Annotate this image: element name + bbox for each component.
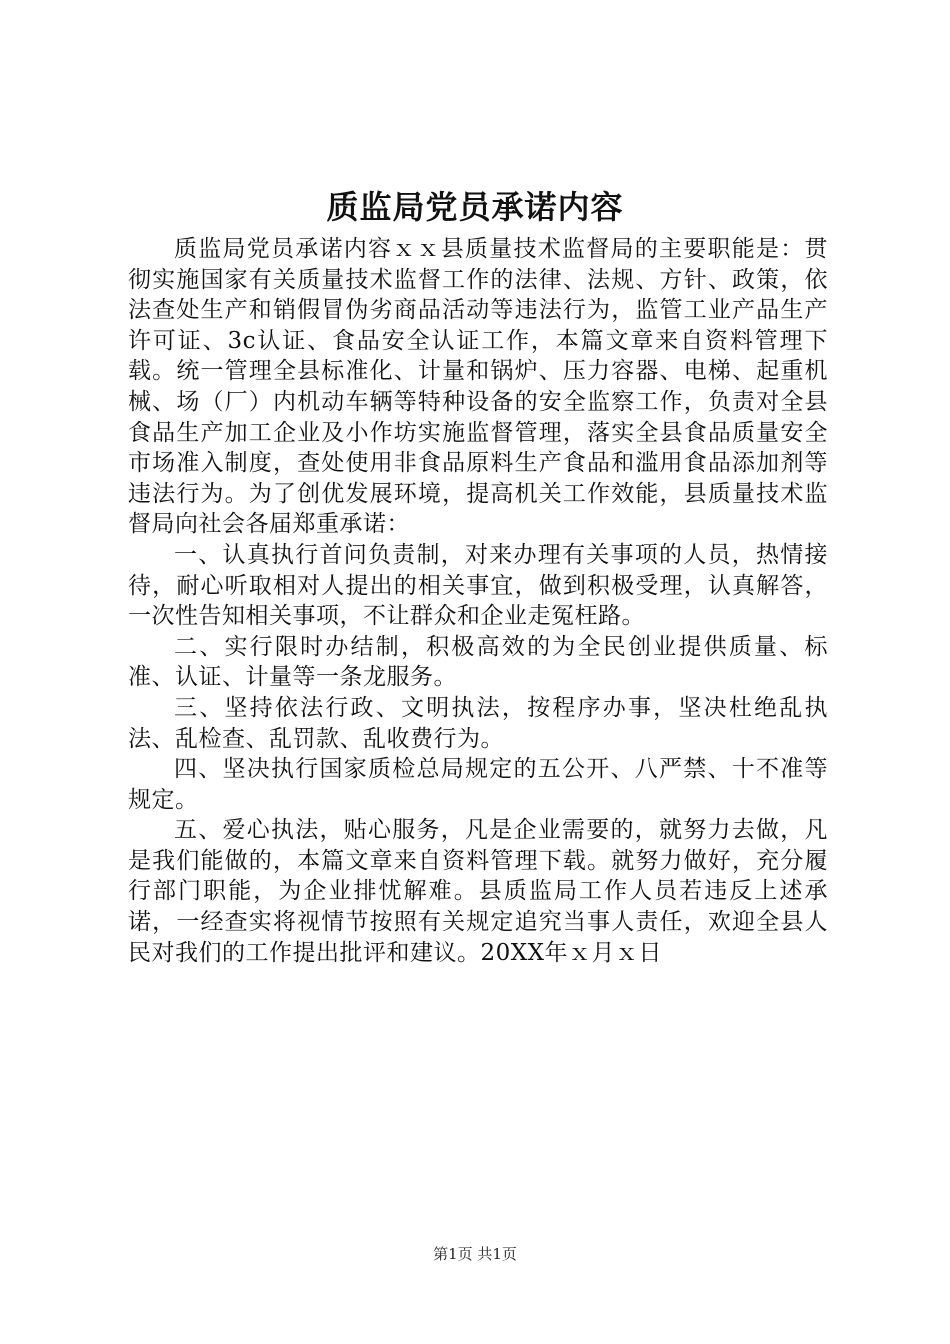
paragraph-item-5: 五、爱心执法，贴心服务，凡是企业需要的，就努力去做，凡是我们能做的，本篇文章来自资料管理下载。就努力做好，充分履行部门职能，为企业排忧解难。县质监局工作人员若违反上述承诺，一经查实将视情节按照有关规定追究当事人责任，欢迎全县人民对我们的工作提出批评和建议。20XX年ｘ月ｘ日 — [128, 817, 828, 966]
paragraph-item-2: 二、实行限时办结制，积极高效的为全民创业提供质量、标准、认证、计量等一条龙服务。 — [128, 633, 828, 691]
paragraph-intro: 质监局党员承诺内容ｘｘ县质量技术监督局的主要职能是：贯彻实施国家有关质量技术监督工作的法律、法规、方针、政策，依法查处生产和销假冒伪劣商品活动等违法行为，监管工业产品生产许可证、3c认证、食品安全认证工作，本篇文章来自资料管理下载。统一管理全县标准化、计量和锅炉、压力容器、电梯、起重机械、场（厂）内机动车辆等特种设备的安全监察工作，负责对全县食品生产加工企业及小作坊实施监督管理，落实全县食品质量安全市场准入制度，查处使用非食品原料生产食品和滥用食品添加剂等违法行为。为了创优发展环境，提高机关工作效能，县质量技术监督局向社会各届郑重承诺： — [128, 236, 828, 538]
document-title: 质监局党员承诺内容 — [326, 188, 624, 226]
page-footer: 第1页 共1页 — [433, 1245, 517, 1263]
paragraph-item-4: 四、坚决执行国家质检总局规定的五公开、八严禁、十不准等规定。 — [128, 756, 828, 813]
paragraph-item-1: 一、认真执行首问负责制，对来办理有关事项的人员，热情接待，耐心听取相对人提出的相关事宜，做到积极受理，认真解答，一次性告知相关事项，不让群众和企业走冤枉路。 — [128, 541, 828, 630]
paragraph-item-3: 三、坚持依法行政、文明执法，按程序办事，坚决杜绝乱执法、乱检查、乱罚款、乱收费行为。 — [128, 694, 828, 752]
document-body — [128, 234, 828, 968]
